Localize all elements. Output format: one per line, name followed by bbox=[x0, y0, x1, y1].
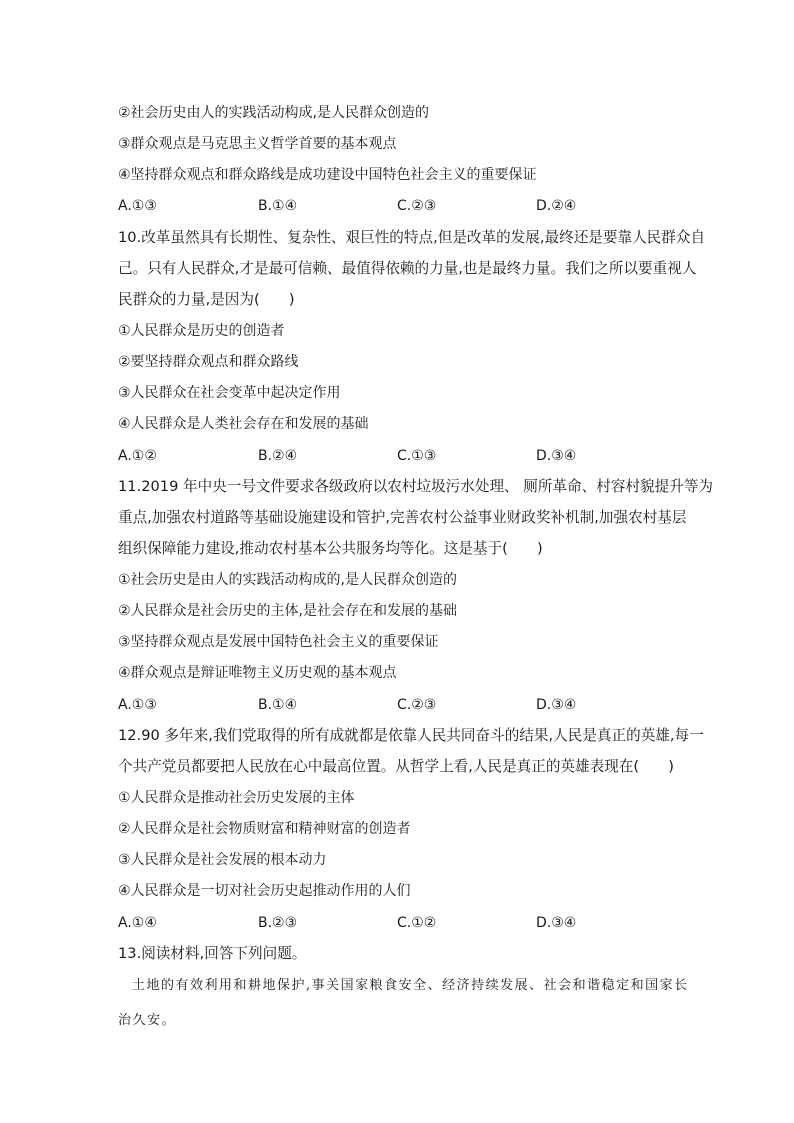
q13-stem: 13.阅读材料,回答下列问题。 bbox=[118, 945, 307, 962]
q12-statement-2: ②人民群众是社会物质财富和精神财富的创造者 bbox=[118, 821, 411, 837]
q10-option-b[interactable]: B.②④ bbox=[258, 448, 298, 464]
q11-statement-3: ③坚持群众观点是发展中国特色社会主义的重要保证 bbox=[118, 634, 439, 650]
q11-option-d[interactable]: D.③④ bbox=[536, 697, 577, 713]
q9-option-c[interactable]: C.②③ bbox=[397, 198, 437, 214]
q11-stem-line-3: 组织保障能力建设,推动农村基本公共服务均等化。这是基于( ) bbox=[118, 540, 543, 557]
q12-option-a[interactable]: A.①④ bbox=[118, 915, 157, 931]
q12-statement-4: ④人民群众是一切对社会历史起推动作用的人们 bbox=[118, 883, 411, 899]
q10-statement-2: ②要坚持群众观点和群众路线 bbox=[118, 354, 299, 370]
q9-statement-2: ②社会历史由人的实践活动构成,是人民群众创造的 bbox=[118, 105, 429, 121]
q9-statement-3: ③群众观点是马克思主义哲学首要的基本观点 bbox=[118, 136, 397, 152]
q10-statement-1: ①人民群众是历史的创造者 bbox=[118, 323, 285, 339]
q10-stem-line-2: 己。只有人民群众,才是最可信赖、最值得依赖的力量,也是最终力量。我们之所以要重视人 bbox=[118, 260, 697, 277]
q10-stem-line-1: 10.改革虽然具有长期性、复杂性、艰巨性的特点,但是改革的发展,最终还是要靠人民群众自 bbox=[118, 229, 706, 246]
q10-stem-line-3: 民群众的力量,是因为( ) bbox=[118, 291, 295, 308]
q11-statement-4: ④群众观点是辩证唯物主义历史观的基本观点 bbox=[118, 665, 397, 681]
q12-option-b[interactable]: B.②③ bbox=[258, 915, 298, 931]
q11-stem-line-1: 11.2019 年中央一号文件要求各级政府以农村垃圾污水处理、 厕所革命、村容村貌提升等为 bbox=[118, 478, 714, 495]
q11-option-c[interactable]: C.②③ bbox=[397, 697, 437, 713]
q12-statement-3: ③人民群众是社会发展的根本动力 bbox=[118, 852, 327, 868]
q12-stem-line-2: 个共产党员都要把人民放在心中最高位置。从哲学上看,人民是真正的英雄表现在( ) bbox=[118, 758, 674, 775]
q9-option-a[interactable]: A.①③ bbox=[118, 198, 157, 214]
q12-option-d[interactable]: D.③④ bbox=[536, 915, 577, 931]
q9-option-b[interactable]: B.①④ bbox=[258, 198, 298, 214]
q13-material-line-1: 土地的有效利用和耕地保护,事关国家粮食安全、经济持续发展、社会和谐稳定和国家长 bbox=[132, 978, 689, 993]
q12-option-c[interactable]: C.①② bbox=[397, 915, 437, 931]
q12-statement-1: ①人民群众是推动社会历史发展的主体 bbox=[118, 790, 355, 806]
q9-statement-4: ④坚持群众观点和群众路线是成功建设中国特色社会主义的重要保证 bbox=[118, 167, 537, 183]
q11-option-a[interactable]: A.①③ bbox=[118, 697, 157, 713]
q10-option-a[interactable]: A.①② bbox=[118, 448, 157, 464]
q12-stem-line-1: 12.90 多年来,我们党取得的所有成就都是依靠人民共同奋斗的结果,人民是真正的英雄,每一 bbox=[118, 727, 704, 744]
q11-option-b[interactable]: B.①④ bbox=[258, 697, 298, 713]
q10-option-c[interactable]: C.①③ bbox=[397, 448, 437, 464]
q10-statement-4: ④人民群众是人类社会存在和发展的基础 bbox=[118, 416, 369, 432]
q11-statement-2: ②人民群众是社会历史的主体,是社会存在和发展的基础 bbox=[118, 603, 457, 619]
q11-stem-line-2: 重点,加强农村道路等基础设施建设和管护,完善农村公益事业财政奖补机制,加强农村基层 bbox=[118, 509, 687, 526]
q13-material-line-2: 治久安。 bbox=[118, 1013, 177, 1028]
q11-statement-1: ①社会历史是由人的实践活动构成的,是人民群众创造的 bbox=[118, 572, 457, 588]
q9-option-d[interactable]: D.②④ bbox=[536, 198, 577, 214]
q10-option-d[interactable]: D.③④ bbox=[536, 448, 577, 464]
q10-statement-3: ③人民群众在社会变革中起决定作用 bbox=[118, 385, 341, 401]
